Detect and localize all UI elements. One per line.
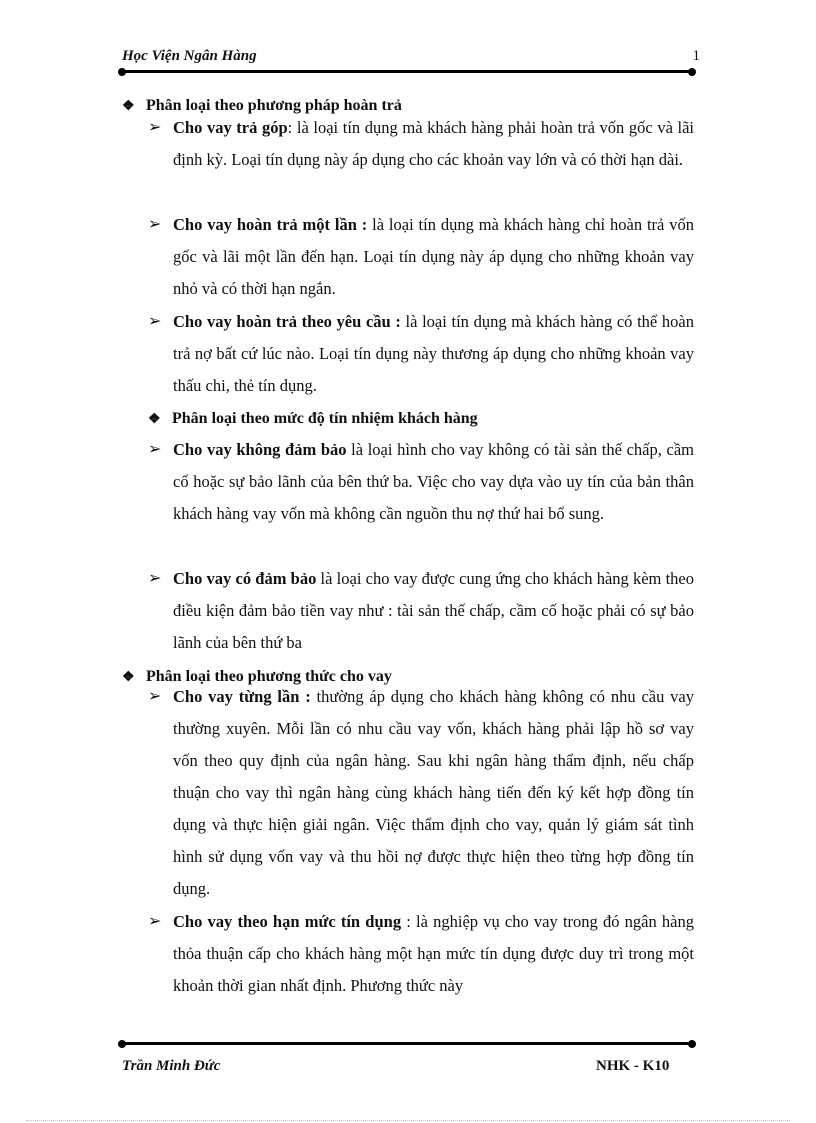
footer-class-code: NHK - K10 xyxy=(596,1058,670,1074)
item-description: : là nghiệp vụ cho vay trong đó ngân hàng thỏa thuận cấp cho khách hàng một hạn mức tín dụng được duy trì trong một khoản thời gian nhất định. Phương thức này xyxy=(173,912,694,995)
arrow-bullet-icon: ➢ xyxy=(148,441,162,458)
list-item-single-repayment-loan xyxy=(148,209,694,305)
list-item-unsecured-loan xyxy=(148,434,694,530)
item-description: thường áp dụng cho khách hàng không có nhu cầu vay thường xuyên. Mỗi lần có nhu cầu vay vốn, khách hàng phải lập hồ sơ vay vốn theo quy định của ngân hàng. Sau khi ngân hàng thẩm định, nếu chấp thuận cho vay thì ngân hàng cùng khách hàng tiến đến ký kết hợp đồng tín dụng và thực hiện giải ngân. Việc thẩm định cho vay, quản lý giám sát tình hình sử dụng vốn vay và thu hồi nợ được thực hiện theo từng hợp đồng tín dụng. xyxy=(173,687,694,898)
list-item-credit-line-loan xyxy=(148,906,694,1002)
list-item-per-transaction-loan xyxy=(148,681,694,905)
list-item-installment-loan xyxy=(148,112,694,176)
item-term: Cho vay trả góp xyxy=(173,118,288,137)
heading-text: Phân loại theo phương pháp hoàn trả xyxy=(146,97,402,114)
page-number: 1 xyxy=(692,48,700,64)
heading-text: Phân loại theo mức độ tín nhiệm khách hàng xyxy=(172,410,478,427)
arrow-bullet-icon: ➢ xyxy=(148,570,162,587)
arrow-bullet-icon: ➢ xyxy=(148,913,162,930)
item-description: là loại tín dụng mà khách hàng có thể hoàn trả nợ bất cứ lúc nào. Loại tín dụng này thương áp dụng cho những khoản vay thấu chi, thẻ tín dụng. xyxy=(173,312,694,395)
page-edge-divider xyxy=(26,1120,790,1121)
arrow-bullet-icon: ➢ xyxy=(148,216,162,233)
item-term: Cho vay từng lần : xyxy=(173,687,311,706)
header-title: Học Viện Ngân Hàng xyxy=(122,48,257,64)
list-item-secured-loan xyxy=(148,563,694,659)
item-term: Cho vay có đảm bảo xyxy=(173,569,317,588)
four-diamond-bullet-icon: ❖ xyxy=(122,670,135,685)
item-term: Cho vay không đảm bảo xyxy=(173,440,347,459)
heading-text: Phân loại theo phương thức cho vay xyxy=(146,668,392,685)
page-header xyxy=(122,48,700,68)
arrow-bullet-icon: ➢ xyxy=(148,313,162,330)
list-item-on-demand-repayment-loan xyxy=(148,306,694,402)
item-term: Cho vay hoàn trả theo yêu cầu : xyxy=(173,312,401,331)
footer-author: Trần Minh Đức xyxy=(122,1058,221,1074)
item-description: là loại tín dụng mà khách hàng chỉ hoàn trả vốn gốc và lãi một lần đến hạn. Loại tín dụng này áp dụng cho những khoản vay nhỏ và có thời hạn ngắn. xyxy=(173,215,694,298)
footer-rule xyxy=(122,1042,692,1045)
item-description: là loại hình cho vay không có tài sản thế chấp, cầm cố hoặc sự bảo lãnh của bên thứ ba. Việc cho vay dựa vào uy tín của bản thân khách hàng vay vốn mà không cần nguồn thu nợ thứ hai bổ sung. xyxy=(173,440,694,523)
four-diamond-bullet-icon: ❖ xyxy=(148,412,161,427)
header-rule xyxy=(122,70,692,73)
item-term: Cho vay theo hạn mức tín dụng xyxy=(173,912,402,931)
item-term: Cho vay hoàn trả một lần : xyxy=(173,215,368,234)
arrow-bullet-icon: ➢ xyxy=(148,688,162,705)
four-diamond-bullet-icon: ❖ xyxy=(122,99,135,114)
item-description: là loại cho vay được cung ứng cho khách hàng kèm theo điều kiện đảm bảo tiền vay như : tài sản thế chấp, cầm cố hoặc phải có sự bảo lãnh của bên thứ ba xyxy=(173,569,694,652)
section-heading-credit-rating xyxy=(148,408,478,431)
arrow-bullet-icon: ➢ xyxy=(148,119,162,136)
item-description: : là loại tín dụng mà khách hàng phải hoàn trả vốn gốc và lãi định kỳ. Loại tín dụng này áp dụng cho các khoản vay lớn và có thời hạn dài. xyxy=(173,118,694,169)
